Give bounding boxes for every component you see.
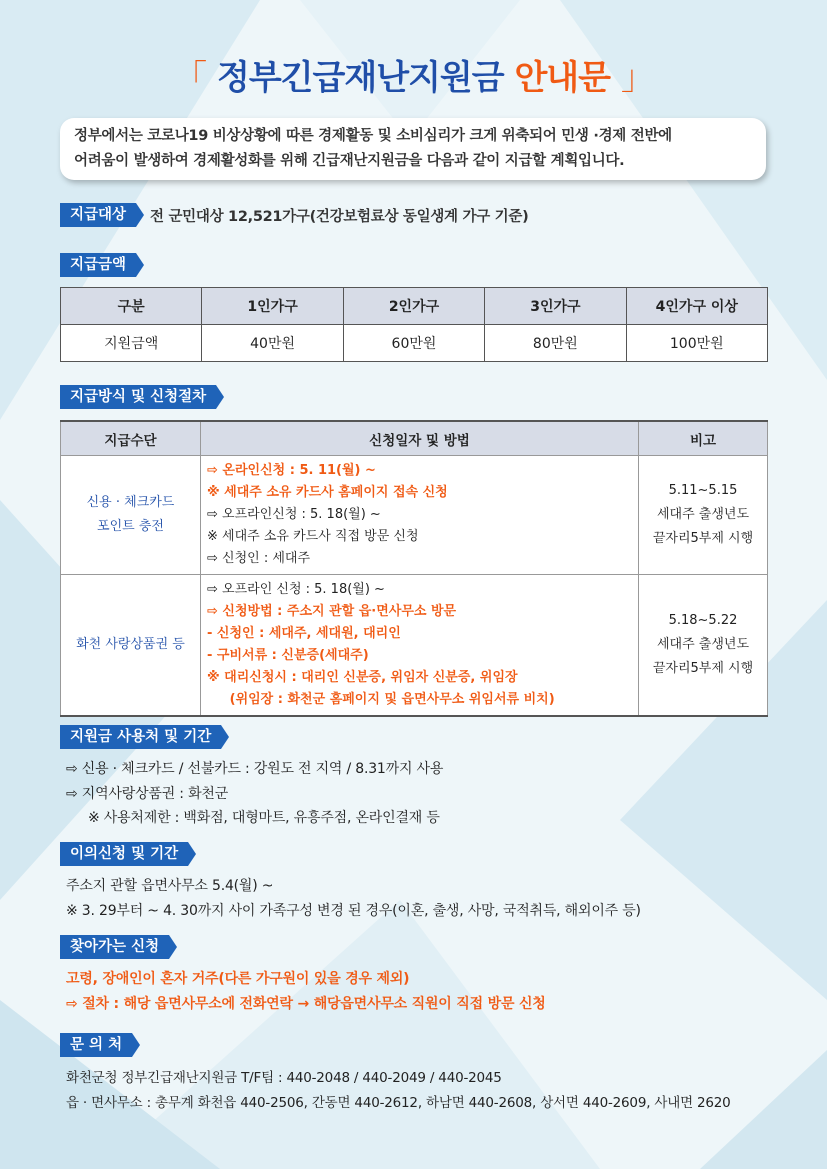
means-label: 신용 · 체크카드 <box>86 495 175 510</box>
table-cell: 40만원 <box>202 325 343 362</box>
means-label: 화천 사랑상품권 등 <box>76 637 185 652</box>
table-row <box>61 456 768 575</box>
section-contact-label: 문 의 처 <box>60 1033 132 1057</box>
table-header-row <box>61 421 768 456</box>
means-label: 포인트 충전 <box>97 519 164 534</box>
table-header: 2인가구 <box>343 288 484 325</box>
note-cell <box>639 456 768 575</box>
section-amount-label: 지급금액 <box>60 253 136 277</box>
method-line: - 신청인 : 세대주, 세대원, 대리인 <box>207 626 401 641</box>
note-line: 5.11~5.15 <box>668 483 738 498</box>
method-line: ⇨ 신청인 : 세대주 <box>207 551 311 566</box>
table-header: 지급수단 <box>61 421 201 456</box>
title-main: 정부긴급재난지원금 <box>217 58 504 98</box>
intro-line: 어려움이 발생하여 경제활성화를 위해 긴급재난지원금을 다음과 같이 지급할 계획입니다. <box>74 153 625 169</box>
table-header: 4인가구 이상 <box>626 288 767 325</box>
section-usage-label: 지원금 사용처 및 기간 <box>60 725 221 749</box>
method-line: ⇨ 신청방법 : 주소지 관할 읍·면사무소 방문 <box>207 604 457 619</box>
usage-line: ※ 사용처제한 : 백화점, 대형마트, 유흥주점, 온라인결재 등 <box>88 810 440 826</box>
note-cell <box>639 575 768 717</box>
method-cell <box>201 456 639 575</box>
means-cell <box>61 456 201 575</box>
table-cell: 지원금액 <box>61 325 202 362</box>
method-line: ※ 세대주 소유 카드사 홈페이지 접속 신청 <box>207 485 448 500</box>
method-line: ※ 대리신청시 : 대리인 신분증, 위임자 신분증, 위임장 <box>207 670 518 685</box>
method-table <box>60 420 768 717</box>
note-line: 5.18~5.22 <box>668 613 738 628</box>
section-objection-label: 이의신청 및 기간 <box>60 842 188 866</box>
table-header: 1인가구 <box>202 288 343 325</box>
note-line: 세대주 출생년도 <box>656 507 750 522</box>
method-line: ⇨ 오프라인신청 : 5. 18(월) ~ <box>207 507 381 522</box>
method-line: ⇨ 오프라인 신청 : 5. 18(월) ~ <box>207 582 385 597</box>
table-header-row <box>61 288 768 325</box>
contact-block <box>66 1066 731 1115</box>
usage-line: ⇨ 지역사랑상품권 : 화천군 <box>66 785 229 802</box>
method-cell <box>201 575 639 717</box>
objection-block <box>66 874 641 923</box>
objection-line: 주소지 관할 읍면사무소 5.4(월) ~ <box>66 878 274 894</box>
table-row <box>61 575 768 717</box>
visit-block <box>66 967 546 1016</box>
visit-line: 고령, 장애인이 혼자 거주(다른 가구원이 있을 경우 제외) <box>66 971 410 987</box>
title-close-bracket: 」 <box>620 58 654 98</box>
table-header: 3인가구 <box>485 288 626 325</box>
title-highlight: 안내문 <box>514 58 610 98</box>
table-cell: 60만원 <box>343 325 484 362</box>
objection-line: ※ 3. 29부터 ~ 4. 30까지 사이 가족구성 변경 된 경우(이혼, 출생, 사망, 국적취득, 해외이주 등) <box>66 902 641 919</box>
note-line: 끝자리5부제 시행 <box>652 531 754 546</box>
method-line: ※ 세대주 소유 카드사 직접 방문 신청 <box>207 529 419 544</box>
intro-line: 정부에서는 코로나19 비상상황에 따른 경제활동 및 소비심리가 크게 위축되어 민생 ·경제 전반에 <box>74 128 672 144</box>
table-header: 구분 <box>61 288 202 325</box>
usage-line: ⇨ 신용 · 체크카드 / 선불카드 : 강원도 전 지역 / 8.31까지 사용 <box>66 761 444 777</box>
note-line: 끝자리5부제 시행 <box>652 661 754 676</box>
intro-box <box>60 118 766 180</box>
section-visit-label: 찾아가는 신청 <box>60 935 169 959</box>
contact-line: 화천군청 정부긴급재난지원금 T/F팀 : 440-2048 / 440-2049 / 440-2045 <box>66 1070 502 1086</box>
title-open-bracket: 「 <box>173 58 207 98</box>
table-header: 신청일자 및 방법 <box>201 421 639 456</box>
method-line: - 구비서류 : 신분증(세대주) <box>207 648 369 663</box>
visit-line: ⇨ 절차 : 해당 읍면사무소에 전화연락 → 해당읍면사무소 직원이 직접 방문 신청 <box>66 995 546 1012</box>
amount-table <box>60 287 768 362</box>
note-line: 세대주 출생년도 <box>656 637 750 652</box>
target-text: 전 군민대상 12,521가구(건강보험료상 동일생계 가구 기준) <box>150 209 529 225</box>
means-cell <box>61 575 201 717</box>
table-header: 비고 <box>639 421 768 456</box>
section-target-label: 지급대상 <box>60 203 136 227</box>
method-line: (위임장 : 화천군 홈페이지 및 읍면사무소 위임서류 비치) <box>207 692 555 707</box>
page-title <box>0 50 827 99</box>
table-cell: 80만원 <box>485 325 626 362</box>
method-line: ⇨ 온라인신청 : 5. 11(월) ~ <box>207 463 376 478</box>
usage-block <box>66 757 443 831</box>
table-cell: 100만원 <box>626 325 767 362</box>
section-method-label: 지급방식 및 신청절차 <box>60 385 216 409</box>
table-row <box>61 325 768 362</box>
contact-line: 읍 · 면사무소 : 총무계 화천읍 440-2506, 간동면 440-2612, 하남면 440-2608, 상서면 440-2609, 사내면 2620 <box>66 1094 731 1111</box>
